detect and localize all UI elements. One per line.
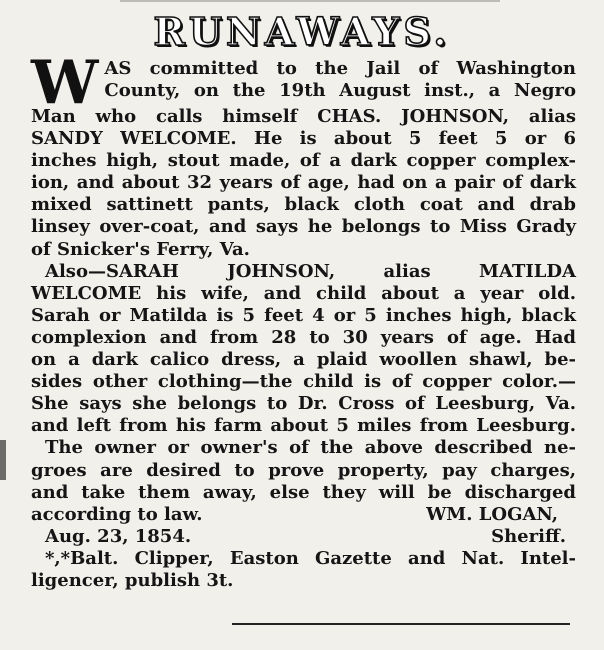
article-line: The owner or owner's of the above described ne- xyxy=(45,437,576,459)
article-line: Sarah or Matilda is 5 feet 4 or 5 inches high, black xyxy=(31,304,576,326)
notice-date: Aug. 23, 1854. xyxy=(45,525,192,547)
article-line: Man who calls himself CHAS. JOHNSON, alias xyxy=(31,106,576,127)
bottom-rule xyxy=(232,623,570,625)
article-line: County, on the 19th August inst., a Negro xyxy=(104,80,576,102)
article-line: WELCOME his wife, and child about a year old. xyxy=(31,282,576,304)
article-line: ion, and about 32 years of age, had on a pair of dark xyxy=(31,172,576,194)
signature-line xyxy=(31,504,576,526)
top-rule xyxy=(120,0,500,2)
article-line: and left from his farm about 5 miles from Leesburg. xyxy=(31,415,576,437)
publication-notice: ligencer, publish 3t. xyxy=(31,569,234,591)
scan-edge-mark xyxy=(0,440,6,480)
article-line: inches high, stout made, of a dark copper complex- xyxy=(31,150,576,172)
date-line xyxy=(31,526,576,548)
signature-title: Sheriff. xyxy=(491,525,566,547)
article-line: according to law. xyxy=(31,503,203,525)
article-line: groes are desired to prove property, pay charges, xyxy=(31,459,576,481)
article-line: of Snicker's Ferry, Va. xyxy=(31,238,250,260)
article-line: and take them away, else they will be discharged xyxy=(31,481,576,503)
article-line: sides other clothing—the child is of copper color.— xyxy=(31,371,576,393)
publication-notice: *,*Balt. Clipper, Easton Gazette and Nat. Intel- xyxy=(45,547,576,569)
headline: RUNAWAYS. xyxy=(153,9,451,54)
article-line: on a dark calico dress, a plaid woollen shawl, be- xyxy=(31,349,576,371)
article-line: Also—SARAH JOHNSON, alias MATILDA xyxy=(45,260,576,282)
signature-name: WM. LOGAN, xyxy=(426,503,558,525)
article-body xyxy=(31,48,576,592)
article-line: complexion and from 28 to 30 years of age. Had xyxy=(31,326,576,348)
article-line: AS committed to the Jail of Washington xyxy=(104,58,576,79)
article-line: mixed sattinett pants, black cloth coat and drab xyxy=(31,194,576,216)
article-line: She says she belongs to Dr. Cross of Leesburg, Va. xyxy=(31,393,576,415)
drop-cap: W xyxy=(31,48,99,118)
article-line: SANDY WELCOME. He is about 5 feet 5 or 6 xyxy=(31,128,576,150)
article-line: linsey over-coat, and says he belongs to Miss Grady xyxy=(31,216,576,238)
